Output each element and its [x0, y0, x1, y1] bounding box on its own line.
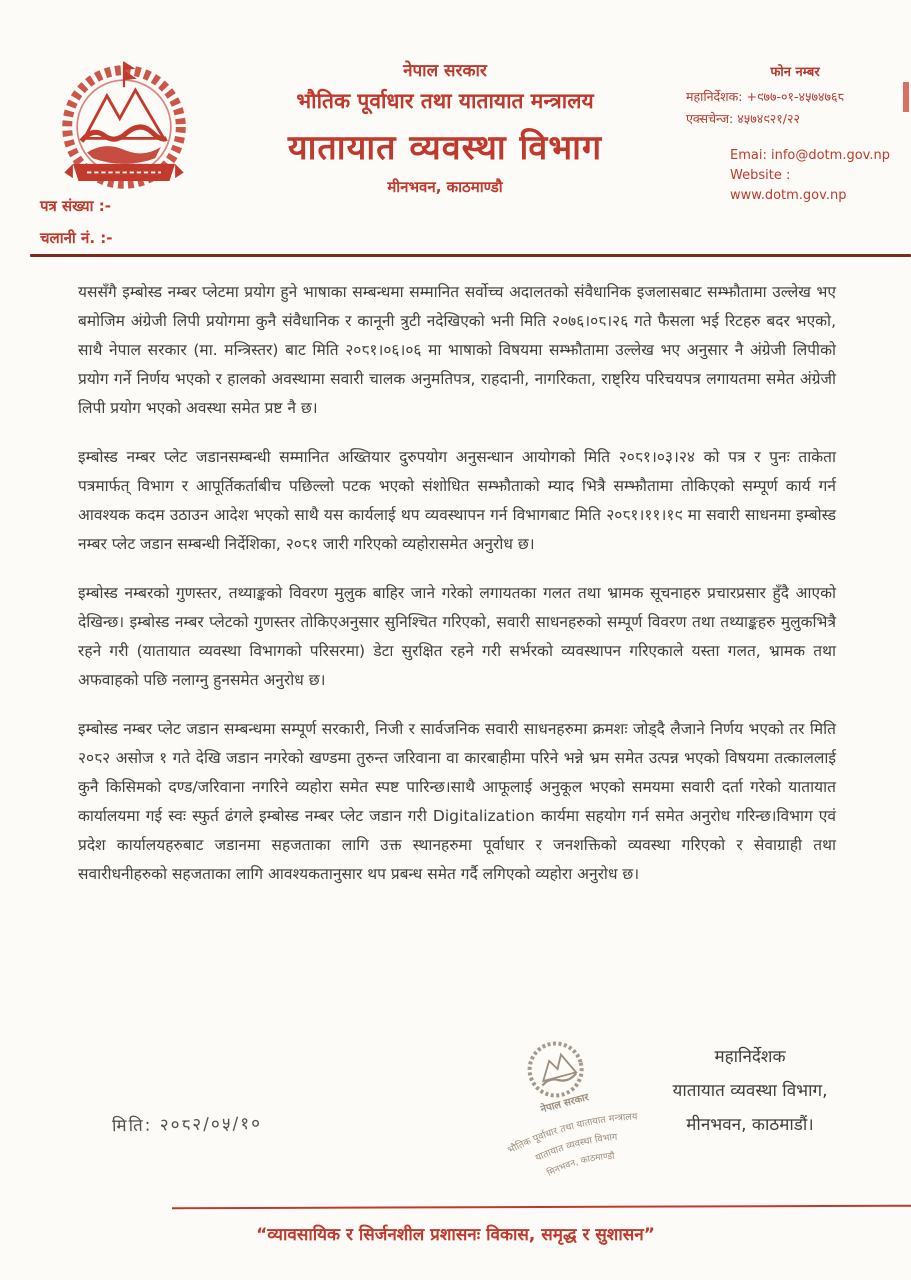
- phone-label: महानिर्देशक:: [686, 89, 743, 104]
- dispatch-number-label: चलानी नं. :-: [40, 229, 113, 247]
- paragraph: इम्बोस्ड नम्बर प्लेट जडान सम्बन्धमा सम्पूर्ण सरकारी, निजी र सार्वजनिक सवारी साधनहरुमा क्रमशः जोड्दै लैजाने निर्णय भएको तर मिति २०८२ असोज १ गते देखि जडान नगरेको खण्डमा तुरुन्त जरिवाना वा कारबाहीमा परिने भन्ने भ्रम समेत उत्पन्न भएको विषयमा तत्काललाई कुनै किसिमको दण्ड/जरिवाना नगरिने व्यहोरा समेत स्पष्ट पारिन्छ।साथै आफूलाई अनुकूल भएको समयमा सवारी दर्ता गरेको यातायात कार्यालयमा गई स्वः स्फुर्त ढंगले इम्बोस्ड नम्बर प्लेट जडान गरी Digitalization कार्यमा सहयोग गर्न समेत अनुरोध गरिन्छ।विभाग एवं प्रदेश कार्यालयहरुबाट जडानमा सहजताका लागि उक्त स्थानहरुमा पूर्वाधार र जनशक्तिको व्यवस्था गरिएको र सेवाग्राही तथा सवारीधनीहरुको सहजताका लागि आवश्यकतानुसार थप प्रबन्ध समेत गर्दै लगिएको व्यहोरा अनुरोध छ।: [78, 720, 836, 883]
- email-text: Emai: info@dotm.gov.np: [730, 148, 890, 163]
- paragraph: इम्बोस्ड नम्बरको गुणस्तर, तथ्याङ्कको विवरण मुलुक बाहिर जाने गरेको लगायतका गलत तथा भ्रामक सूचनाहरु प्रचारप्रसार हुँदै आएको देखिन्छ। इम्बोस्ड नम्बर प्लेटको गुणस्तर तोकिएअनुसार सुनिश्चित गरिएको, सवारी साधनहरुको सम्पूर्ण विवरण तथा तथ्याङ्कहरु मुलुकभित्रै रहने गरी (यातायात व्यवस्था विभागको परिसरमा) डेटा सुरक्षित रहने गरी सर्भरको व्यवस्थापन गरिएकाले यस्ता गलत, भ्रामक तथा अफवाहको पछि नलाग्नु हुनसमेत अनुरोध छ।: [78, 584, 836, 689]
- phone-value: ४५७४९२१/२२: [737, 111, 800, 126]
- scan-artifact: [903, 82, 909, 112]
- letterhead: [210, 58, 680, 197]
- stamp-line-ministry: भौतिक पूर्वाधार तथा यातायात मन्त्रालय: [506, 1111, 638, 1157]
- phone-label: एक्सचेन्ज:: [686, 111, 734, 126]
- department-address: मीनभवन, काठमाण्डौ: [387, 178, 503, 196]
- signatory-org: यातायात व्यवस्था विभाग,: [672, 1081, 828, 1101]
- stamp-line-department: यातायात व्यवस्था विभाग: [533, 1131, 618, 1165]
- ministry-name: भौतिक पूर्वाधार तथा यातायात मन्त्रालय: [296, 89, 594, 113]
- office-stamp: [462, 1032, 672, 1192]
- phone-value: +९७७-०१-४५७४७६८: [746, 89, 844, 104]
- phone-exchange: [686, 108, 904, 130]
- letter-body: [78, 278, 836, 909]
- phone-heading: फोन नम्बर: [770, 65, 820, 80]
- handwritten-date: मिति: २०८२/०५/१०: [111, 1113, 263, 1137]
- nepal-government-emblem-icon: [48, 56, 200, 198]
- paragraph: इम्बोस्ड नम्बर प्लेट जडानसम्बन्धी सम्मानित अख्तियार दुरुपयोग अनुसन्धान आयोगको मिति २०८१।०३।२४ को पत्र र पुनः ताकेता पत्रमार्फत् विभाग र आपूर्तिकर्ताबीच पछिल्लो पटक भएको संशोधित सम्झौताको म्याद भित्रै सम्झौतामा तोकिएको सम्पूर्ण कार्य गर्न आवश्यक कदम उठाउन आदेश भएको साथै यस कार्यलाई थप व्यवस्थापन गर्न विभागबाट मिति २०८१।११।१९ मा सवारी साधनमा इम्बोस्ड नम्बर प्लेट जडान सम्बन्धी निर्देशिका, २०८१ जारी गरिएको व्यहोरासमेत अनुरोध छ।: [78, 448, 836, 553]
- phone-director-general: [686, 86, 904, 108]
- stamp-line-gov: नेपाल सरकार: [539, 1092, 591, 1116]
- footer-slogan: “व्यावसायिक र सिर्जनशील प्रशासनः विकास, समृद्ध र सुशासन”: [256, 1225, 655, 1245]
- header-divider: [30, 254, 911, 257]
- government-name: नेपाल सरकार: [403, 61, 487, 81]
- contact-block: [686, 62, 904, 206]
- email-website-block: [686, 146, 904, 206]
- paragraph: यससँगै इम्बोस्ड नम्बर प्लेटमा प्रयोग हुने भाषाका सम्बन्धमा सम्मानित सर्वोच्च अदालतको संवैधानिक इजलासबाट सम्झौतामा उल्लेख भए बमोजिम अंग्रेजी लिपी प्रयोगमा कुनै संवैधानिक र कानूनी त्रुटी नदेखिएको भनी मिति २०७६।०८।२६ गते फैसला भई रिटहरु बदर भएको, साथै नेपाल सरकार (मा. मन्त्रिस्तर) बाट मिति २०८१।०६।०६ मा भाषाको विषयमा सम्झौतामा उल्लेख भए अनुसार नै अंग्रेजी लिपीको प्रयोग गर्ने निर्णय भएको र हालको अवस्थामा सवारी चालक अनुमतिपत्र, राहदानी, नागरिकता, राष्ट्रिय परिचयपत्र लगायतमा समेत अंग्रेजी लिपी प्रयोग भएको अवस्था समेत प्रष्ट नै छ।: [78, 283, 836, 417]
- letter-number-label: पत्र संख्या :-: [40, 197, 111, 215]
- website-text: Website : www.dotm.gov.np: [730, 168, 847, 203]
- department-name: यातायात व्यवस्था विभाग: [287, 128, 603, 168]
- stamp-line-address: मिनभवन, काठमाण्डौ: [545, 1151, 615, 1179]
- reference-numbers: [40, 196, 112, 260]
- footer-divider: [172, 1205, 911, 1210]
- signatory-title: महानिर्देशक: [714, 1047, 786, 1067]
- signatory-place: मीनभवन, काठमाडौं।: [686, 1115, 814, 1135]
